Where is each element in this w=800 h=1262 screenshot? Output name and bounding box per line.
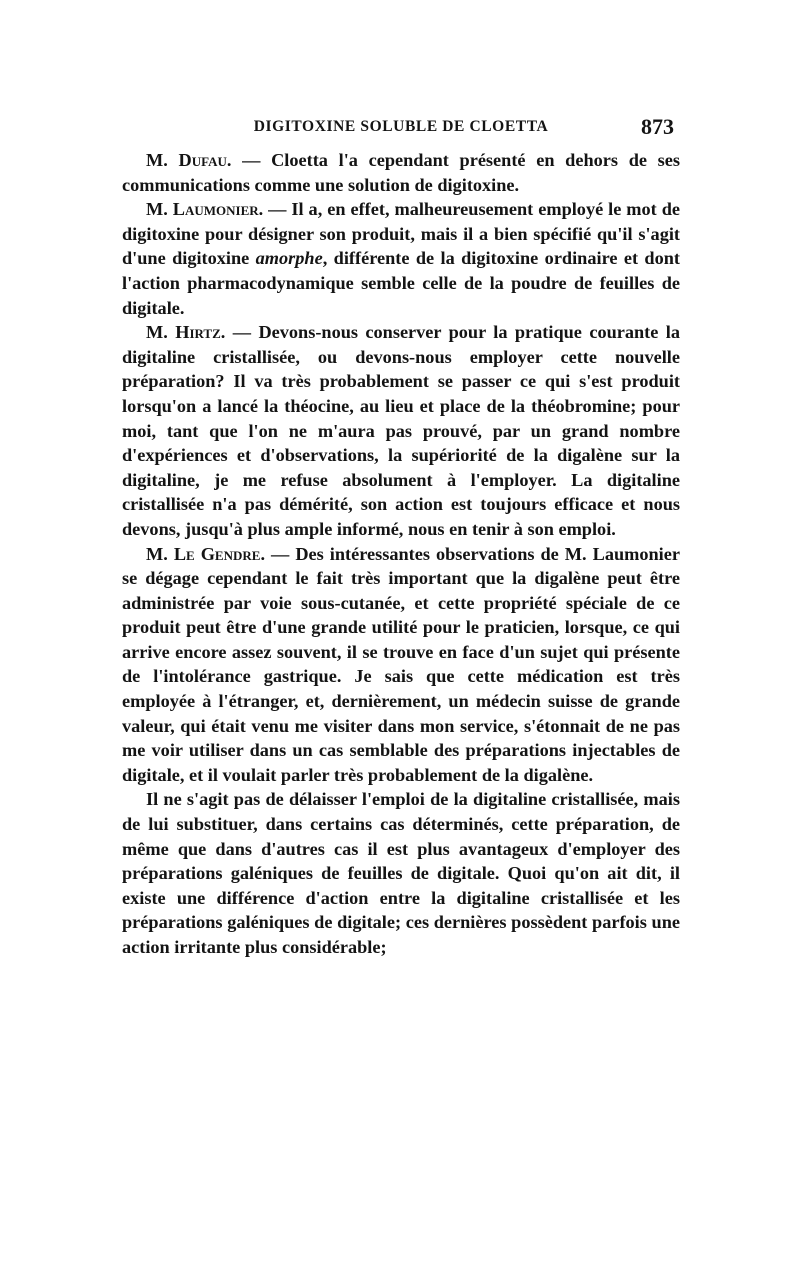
paragraph-le-gendre [122,542,680,788]
paragraph-laumonier [122,197,680,320]
page-number: 873 [641,114,674,139]
paragraph-hirtz [122,320,680,541]
running-head [122,114,680,144]
speaker-name: M. Laumonier. [146,199,264,220]
emphasized-word: amorphe [255,248,323,269]
paragraph-text: — Cloetta l'a cependant présenté en dehors de ses communications comme une solution de digitoxine. [122,150,680,195]
running-title: DIGITOXINE SOLUBLE DE CLOETTA [253,118,549,135]
paragraph-text: — Des intéressantes observations de M. Laumonier se dégage cependant le fait très important que la digalène peut être administrée par voie sous-cutanée, et cette propriété spéciale de ce produit peut être d'une grande utilité pour le praticien, lorsque, ce qui arrive encore assez souvent, il se trouve en face d'un sujet qui présente de l'intolérance gastrique. Je sais que cette médication est très employée à l'étranger, et, dernièrement, un médecin suisse de grande valeur, qui était venu me visiter dans mon service, s'étonnait de ne pas me voir utiliser dans un cas semblable des préparations injectables de digitale, et il voulait parler très probablement de la digalène. [122,543,680,785]
paragraph-text: — Devons-nous conserver pour la pratique courante la digitaline cristallisée, ou devons-nous employer cette nouvelle préparation? Il va très probablement se passer ce qui s'est produit lorsqu'on a lancé la théocine, au lieu et place de la théobromine; pour moi, tant que l'on ne m'aura pas prouvé, par un grand nombre d'expériences et d'observations, la supériorité de la digalène sur la digitaline, je me refuse absolument à l'employer. La digitaline cristallisée n'a pas démérité, son action est toujours efficace et nous devons, jusqu'à plus ample informé, nous en tenir à son emploi. [122,322,680,539]
paragraph-text: Il ne s'agit pas de délaisser l'emploi de la digitaline cristallisée, mais de lui substituer, dans certains cas déterminés, cette préparation, de même que dans d'autres cas il est plus avantageux d'employer des préparations galéniques de feuilles de digitale. Quoi qu'on ait dit, il existe une différence d'action entre la digitaline cristallisée et les préparations galéniques de digitale; ces dernières possèdent parfois une action irritante plus considérable; [122,789,680,957]
paragraph-dufau [122,148,680,197]
speaker-name: M. Dufau. [146,150,232,170]
speaker-name: M. Hirtz. [146,322,226,343]
paragraph-text: — Il a, en effet, malheureusement employé le mot de digitoxine pour désigner son produit, mais il a bien spécifié qu'il s'agit d'une digitoxine [122,199,681,269]
speaker-name: M. Le Gendre. [146,543,266,564]
paragraph-continuation [122,787,680,959]
paragraph-text: , différente de la digitoxine ordinaire et dont l'action pharmacodynamique semble celle de la poudre de feuilles de digitale. [122,248,680,318]
body-text [122,148,680,960]
